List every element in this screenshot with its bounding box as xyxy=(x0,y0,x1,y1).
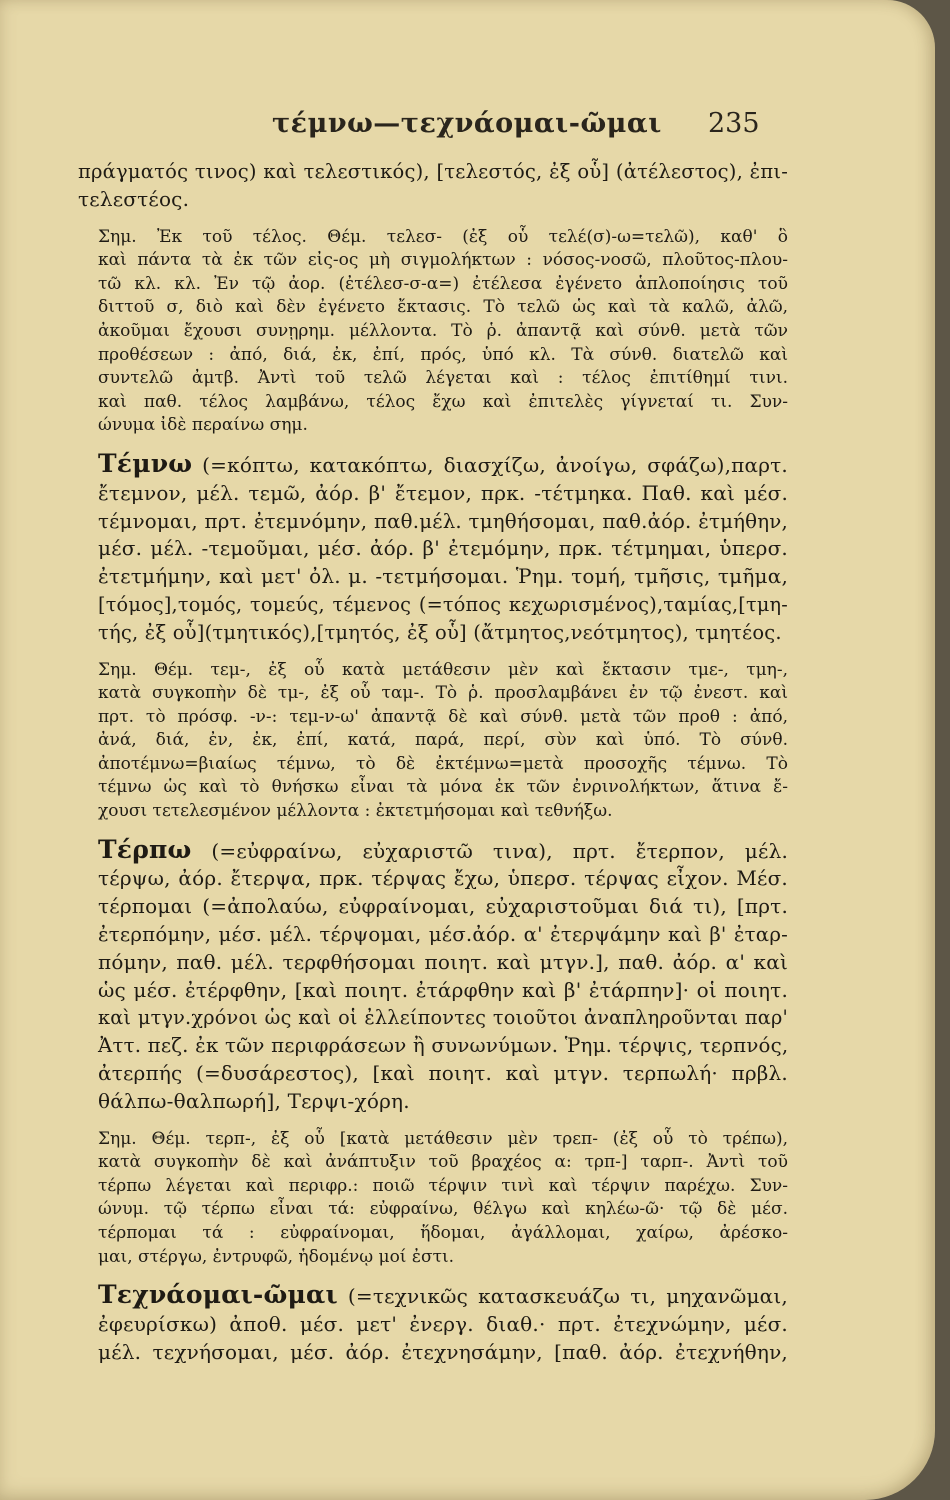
text-line: τέρψω, ἀόρ. ἔτερψα, πρκ. τέρψας ἔχω, ὑπερσ. τέρψας εἶχον. Μέσ. xyxy=(98,866,788,891)
entry-terpo xyxy=(78,836,788,1116)
text-line: τής, ἐξ οὗ](τμητικός),[τμητός, ἐξ οὗ] (ἄτμητος,νεότμητος), τμητέος. xyxy=(98,620,782,644)
text-line: ἐφευρίσκω) ἀποθ. μέσ. μετ' ἐνεργ. διαθ.· πρτ. ἐτεχνώμην, μέσ. xyxy=(98,1312,788,1336)
text-line: ἀκοῦμαι ἔχουσι συνῃρημ. μέλλοντα. Τὸ ῥ. ἀπαντᾷ καὶ σύνθ. μετὰ τῶν xyxy=(98,320,788,341)
text-line: Σημ. Θέμ. τεμ-, ἐξ οὗ κατὰ μετάθεσιν μὲν καὶ ἔκτασιν τμε-, τμη-, xyxy=(98,659,788,680)
paragraph-telos-continuation xyxy=(78,158,788,214)
text-line: συντελῶ ἀμτβ. Ἀντὶ τοῦ τελῶ λέγεται καὶ : τέλος ἐπιτίθημί τινι. xyxy=(98,368,788,389)
note-terpo xyxy=(78,1128,788,1270)
entry-temno xyxy=(78,450,788,647)
page-number: 235 xyxy=(708,108,760,139)
text-line: θάλπω-θαλπωρή], Τερψι-χόρη. xyxy=(98,1088,410,1113)
text-line: πρτ. τὸ πρόσφ. -ν-: τεμ-ν-ω' ἀπαντᾷ δὲ καὶ σύνθ. μετὰ τῶν προθ : ἀπό, xyxy=(98,706,788,727)
text-span: (=κόπτω, κατακόπτω, διασχίζω, ἀνοίγω, σφάζω),παρτ. xyxy=(192,452,788,477)
entry-technaomai xyxy=(78,1281,788,1366)
text-line xyxy=(78,836,788,866)
note-temno xyxy=(78,659,788,824)
text-line: ἐτετμήμην, καὶ μετ' ὀλ. μ. -τετμήσομαι. Ῥημ. τομή, τμῆσις, τμῆμα, xyxy=(98,564,788,589)
text-line: μαι, στέργω, ἐντρυφῶ, ἡδομένῳ μοί ἐστι. xyxy=(98,1246,455,1267)
text-line: τέρπομαι (=ἀπολαύω, εὐφραίνομαι, εὐχαριστοῦμαι διά τι), [πρτ. xyxy=(98,894,788,919)
text-line: ώνυμ. τῷ τέρπω εἶναι τά: εὐφραίνω, θέλγω καὶ κηλέω-ῶ· τῷ δὲ μέσ. xyxy=(98,1199,788,1220)
text-line: τέμνω ὡς καὶ τὸ θνήσκω εἶναι τὰ μόνα ἐκ τῶν ἐνρινολήκτων, ἅτινα ἔ- xyxy=(98,777,788,798)
text-line: προθέσεων : ἀπό, διά, ἐκ, ἐπί, πρός, ὑπό κλ. Τὰ σύνθ. διατελῶ καὶ xyxy=(98,344,788,365)
text-line: διττοῦ σ, διὸ καὶ δὲν ἐγένετο ἔκτασις. Τὸ τελῶ ὡς καὶ τὰ καλῶ, ἀλῶ, xyxy=(98,297,788,318)
text-line: ἐτερπόμην, μέσ. μέλ. τέρψομαι, μέσ.ἀόρ. α' ἐτερψάμην καὶ β' ἐταρ- xyxy=(98,923,788,947)
text-line: ἔτεμνον, μέλ. τεμῶ, ἀόρ. β' ἔτεμον, πρκ. -τέτμηκα. Παθ. καὶ μέσ. xyxy=(98,480,788,505)
text-line: Ἀττ. πεζ. ἐκ τῶν περιφράσεων ἢ συνωνύμων. Ῥημ. τέρψις, τερπνός, xyxy=(98,1034,789,1058)
text-line: ώνυμα ἰδὲ περαίνω σημ. xyxy=(98,415,308,436)
text-line: καὶ παθ. τέλος λαμβάνω, τέλος ἔχω καὶ ἐπιτελὲς γίγνεταί τι. Συν- xyxy=(98,391,788,412)
text-line: καὶ μτγν.χρόνοι ὡς καὶ οἱ ἐλλείποντες τοιοῦτοι ἀναπληροῦνται παρ' xyxy=(98,1006,788,1030)
text-span: (=εὐφραίνω, εὐχαριστῶ τινα), πρτ. ἔτερπον, μέλ. xyxy=(191,838,788,863)
text-line xyxy=(78,450,788,480)
text-line: πόμην, παθ. μέλ. τερφθήσομαι ποιητ. καὶ μτγν.], παθ. ἀόρ. α' καὶ xyxy=(98,949,788,974)
text-line: Σημ. Ἐκ τοῦ τέλος. Θέμ. τελεσ- (ἐξ οὗ τελέ(σ)-ω=τελῶ), καθ' ὃ xyxy=(98,226,788,247)
page-body xyxy=(78,158,788,1367)
text-line: χουσι τετελεσμένον μέλλοντα : ἐκτετμήσομαι καὶ τεθνήξω. xyxy=(98,801,613,822)
text-line: τέμνομαι, πρτ. ἐτεμνόμην, παθ.μέλ. τμηθήσομαι, παθ.ἀόρ. ἐτμήθην, xyxy=(98,509,788,533)
text-line: μέσ. μέλ. -τεμοῦμαι, μέσ. ἀόρ. β' ἐτεμόμην, πρκ. τέτμημαι, ὑπερσ. xyxy=(98,536,788,561)
text-line: καὶ πάντα τὰ ἐκ τῶν εἰς-ος μὴ σιγμολήκτων : νόσος-νοσῶ, πλοῦτος-πλου- xyxy=(98,250,788,271)
text-line: τελεστέος. xyxy=(78,186,190,211)
text-line: ἀτερπής (=δυσάρεστος), [καὶ ποιητ. καὶ μτγν. τερπωλή· πρβλ. xyxy=(98,1061,788,1086)
text-line: Σημ. Θέμ. τερπ-, ἐξ οὗ [κατὰ μετάθεσιν μὲν τρεπ- (ἐξ οὗ τὸ τρέπω), xyxy=(98,1128,788,1149)
headword-terpo: Τέρπω xyxy=(98,834,192,864)
text-span: (=τεχνικῶς κατασκευάζω τι, μηχανῶμαι, xyxy=(337,1284,788,1309)
text-line: τέρπομαι τά : εὐφραίνομαι, ἥδομαι, ἀγάλλομαι, χαίρω, ἀρέσκο- xyxy=(98,1223,788,1244)
text-line: τῶ κλ. κλ. Ἐν τῷ ἀορ. (ἐτέλεσ-σ-α=) ἐτέλεσα ἐγένετο ἁπλοποίησις τοῦ xyxy=(98,273,788,294)
text-line: πράγματός τινος) καὶ τελεστικός), [τελεστός, ἐξ οὗ] (ἀτέλεστος), ἐπι- xyxy=(78,160,788,183)
text-line xyxy=(78,1281,788,1311)
text-line: τέρπω λέγεται καὶ περιφρ.: ποιῶ τέρψιν τινὶ καὶ τέρψιν παρέχω. Συν- xyxy=(98,1175,788,1196)
headword-temno: Τέμνω xyxy=(98,448,193,478)
text-line: [τόμος],τομός, τομεύς, τέμενος (=τόπος κεχωρισμένος),ταμίας,[τμη- xyxy=(98,592,788,616)
text-line: ἀνά, διά, ἐν, ἐκ, ἐπί, κατά, παρά, περί, σὺν καὶ ὑπό. Τὸ σύνθ. xyxy=(98,730,788,751)
running-title: τέμνω—τεχνάομαι-ῶμαι xyxy=(272,108,662,139)
page-header xyxy=(0,108,935,148)
text-line: κατὰ συγκοπὴν δὲ τμ-, ἐξ οὗ ταμ-. Τὸ ῥ. προσλαμβάνει ἐν τῷ ἐνεστ. καὶ xyxy=(98,683,788,704)
text-line: κατὰ συγκοπὴν δὲ καὶ ἀνάπτυξιν τοῦ βραχέος α: τρπ-] ταρπ-. Ἀντὶ τοῦ xyxy=(98,1152,788,1173)
text-line: ὡς μέσ. ἐτέρφθην, [καὶ ποιητ. ἐτάρφθην καὶ β' ἐτάρπην]· οἱ ποιητ. xyxy=(98,977,788,1002)
text-line: ἀποτέμνω=βιαίως τέμνω, τὸ δὲ ἐκτέμνω=μετὰ προσοχῆς τέμνω. Τὸ xyxy=(98,753,788,774)
note-teleo xyxy=(78,226,788,438)
headword-technaomai: Τεχνάομαι-ῶμαι xyxy=(98,1280,338,1310)
text-line: μέλ. τεχνήσομαι, μέσ. ἀόρ. ἐτεχνησάμην, [παθ. ἀόρ. ἐτεχνήθην, xyxy=(98,1339,788,1364)
